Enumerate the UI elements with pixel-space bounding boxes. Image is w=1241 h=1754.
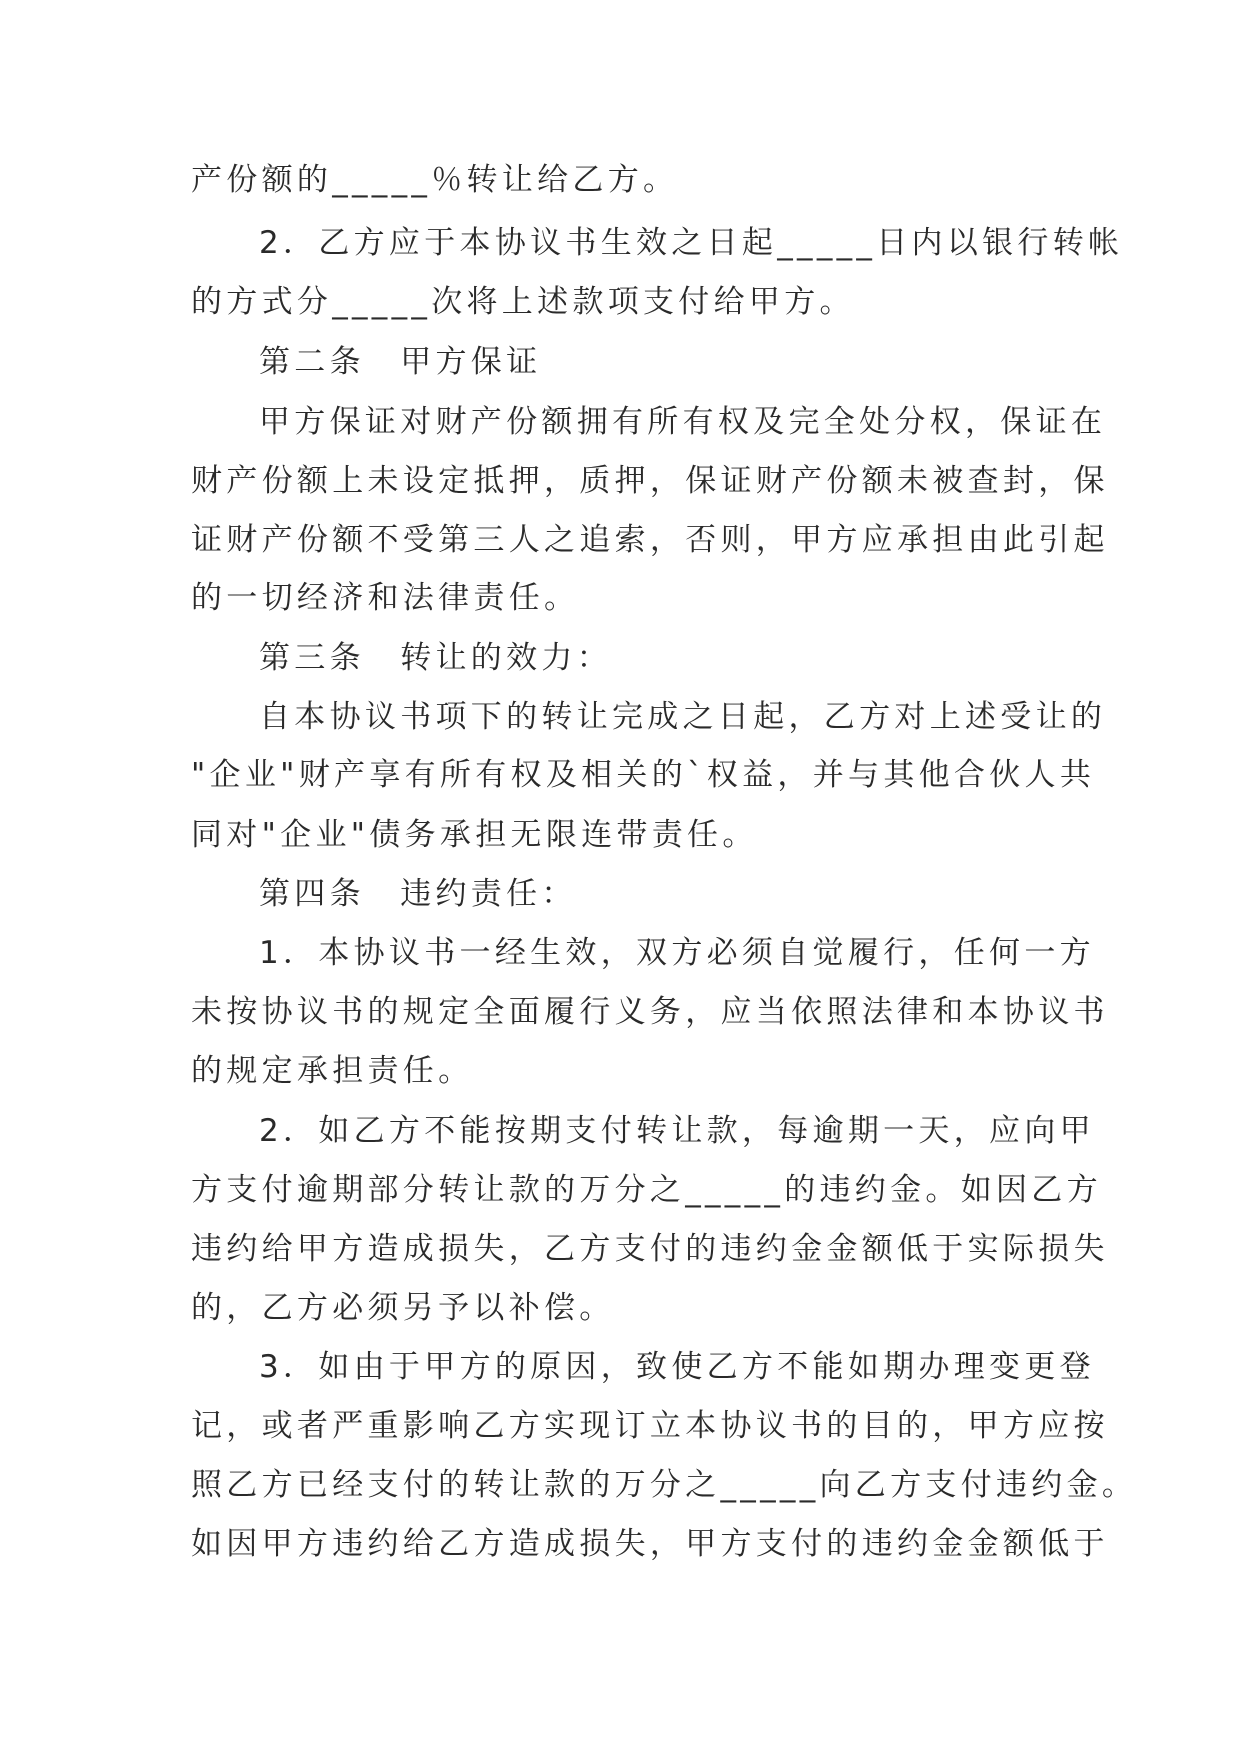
- paragraph-line: 自本协议书项下的转让完成之日起，乙方对上述受让的: [259, 699, 1107, 735]
- paragraph-line: 证财产份额不受第三人之追索，否则，甲方应承担由此引起: [191, 522, 1109, 558]
- paragraph-line: 2．如乙方不能按期支付转让款，每逾期一天，应向甲: [259, 1113, 1095, 1149]
- paragraph-line: 产份额的_____％转让给乙方。: [191, 162, 679, 198]
- paragraph-line: 照乙方已经支付的转让款的万分之_____向乙方支付违约金。: [191, 1467, 1138, 1503]
- paragraph-line: 的，乙方必须另予以补偿。: [191, 1290, 615, 1326]
- paragraph-line: 甲方保证对财产份额拥有所有权及完全处分权，保证在: [259, 404, 1107, 440]
- paragraph-line: 财产份额上未设定抵押，质押，保证财产份额未被查封，保: [191, 463, 1109, 499]
- section-heading: 第三条 转让的效力：: [259, 640, 612, 676]
- paragraph-line: 同对"企业"债务承担无限连带责任。: [191, 817, 758, 853]
- paragraph-line: 记，或者严重影响乙方实现订立本协议书的目的，甲方应按: [191, 1408, 1109, 1444]
- paragraph-line: 如因甲方违约给乙方造成损失，甲方支付的违约金金额低于: [191, 1526, 1109, 1562]
- paragraph-line: 的方式分_____次将上述款项支付给甲方。: [191, 284, 855, 320]
- paragraph-line: 的一切经济和法律责任。: [191, 580, 580, 616]
- section-heading: 第四条 违约责任：: [259, 876, 577, 912]
- paragraph-line: 的规定承担责任。: [191, 1053, 474, 1089]
- paragraph-line: 方支付逾期部分转让款的万分之_____的违约金。如因乙方: [191, 1172, 1102, 1208]
- paragraph-line: 未按协议书的规定全面履行义务，应当依照法律和本协议书: [191, 994, 1109, 1030]
- paragraph-line: "企业"财产享有所有权及相关的`权益，并与其他合伙人共: [191, 757, 1096, 793]
- section-heading: 第二条 甲方保证: [259, 344, 542, 380]
- paragraph-line: 违约给甲方造成损失，乙方支付的违约金金额低于实际损失: [191, 1231, 1109, 1267]
- paragraph-line: 2．乙方应于本协议书生效之日起_____日内以银行转帐: [259, 225, 1124, 261]
- paragraph-line: 3．如由于甲方的原因，致使乙方不能如期办理变更登: [259, 1349, 1095, 1385]
- paragraph-line: 1．本协议书一经生效，双方必须自觉履行，任何一方: [259, 935, 1095, 971]
